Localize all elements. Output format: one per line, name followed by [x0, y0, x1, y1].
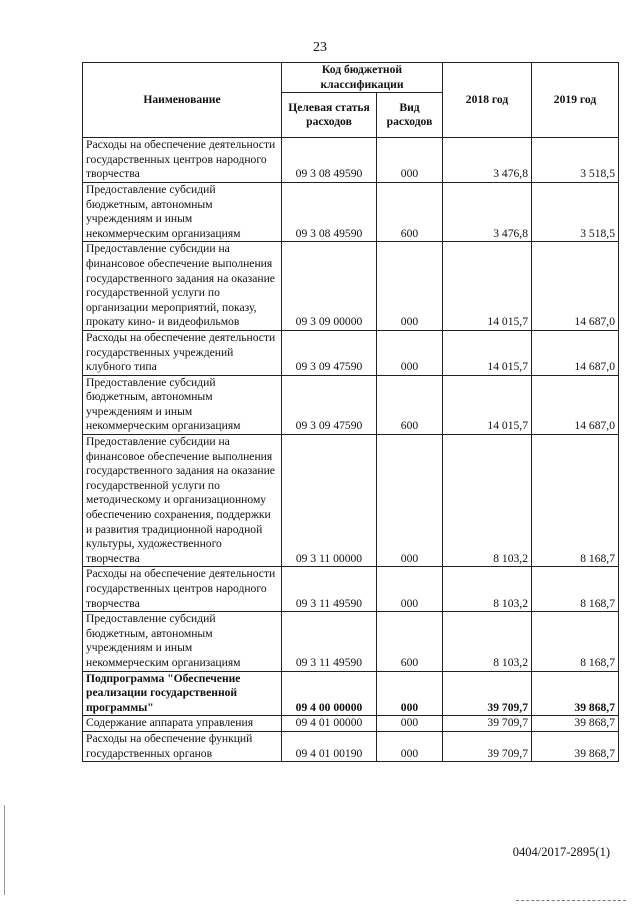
header-expense-type: Вид расходов	[377, 93, 443, 138]
row-value-2018-cell: 39 709,7	[443, 716, 532, 732]
row-target-article-cell: 09 3 11 49590	[282, 612, 377, 671]
row-value-2019-cell: 14 687,0	[532, 375, 619, 434]
row-value-2019-cell: 3 518,5	[532, 138, 619, 183]
scan-margin-line	[4, 805, 5, 895]
row-expense-type-cell: 000	[377, 242, 443, 331]
row-target-article-cell: 09 4 01 00000	[282, 716, 377, 732]
row-expense-type-cell: 600	[377, 375, 443, 434]
row-target-article-cell: 09 3 09 00000	[282, 242, 377, 331]
table-row	[83, 731, 619, 761]
row-value-2018-cell: 8 103,2	[443, 435, 532, 567]
row-value-2018-cell: 39 709,7	[443, 671, 532, 716]
row-target-article-cell: 09 3 08 49590	[282, 138, 377, 183]
header-classification: Код бюджетной классификации	[282, 63, 443, 93]
row-name-cell: Предоставление субсидий бюджетным, автономным учреждениям и иным некоммерческим организациям	[83, 612, 282, 671]
row-name-cell: Расходы на обеспечение деятельности государственных центров народного творчества	[83, 567, 282, 612]
row-name-cell: Предоставление субсидий бюджетным, автономным учреждениям и иным некоммерческим организациям	[83, 375, 282, 434]
row-expense-type-cell: 600	[377, 182, 443, 241]
row-value-2019-cell: 14 687,0	[532, 242, 619, 331]
row-value-2019-cell: 14 687,0	[532, 330, 619, 375]
row-name-cell: Предоставление субсидии на финансовое обеспечение выполнения государственного задания на оказание государственной услуги по организации мероприятий, показу, прокату кино- и видеофильмов	[83, 242, 282, 331]
table-row	[83, 716, 619, 732]
row-expense-type-cell: 000	[377, 567, 443, 612]
row-name-cell: Предоставление субсидии на финансовое обеспечение выполнения государственного задания на оказание государственной услуги по методическому и организационному обеспечению сохранения, поддержки и развития традиционной народной культуры, художественного творчества	[83, 435, 282, 567]
row-value-2019-cell: 39 868,7	[532, 731, 619, 761]
row-target-article-cell: 09 3 11 00000	[282, 435, 377, 567]
table-row	[83, 612, 619, 671]
row-value-2019-cell: 8 168,7	[532, 567, 619, 612]
row-target-article-cell: 09 3 09 47590	[282, 375, 377, 434]
table-body	[83, 138, 619, 762]
row-value-2018-cell: 14 015,7	[443, 375, 532, 434]
row-value-2018-cell: 14 015,7	[443, 242, 532, 331]
row-expense-type-cell: 000	[377, 435, 443, 567]
table-row	[83, 330, 619, 375]
header-row	[83, 63, 619, 93]
row-value-2018-cell: 39 709,7	[443, 731, 532, 761]
row-value-2019-cell: 8 168,7	[532, 612, 619, 671]
page-number: 23	[313, 40, 327, 55]
header-target-article: Целевая статья расходов	[282, 93, 377, 138]
row-target-article-cell: 09 3 11 49590	[282, 567, 377, 612]
row-value-2018-cell: 3 476,8	[443, 138, 532, 183]
row-name-cell: Расходы на обеспечение деятельности государственных центров народного творчества	[83, 138, 282, 183]
row-expense-type-cell: 000	[377, 330, 443, 375]
table-row	[83, 671, 619, 716]
row-name-cell: Подпрограмма "Обеспечение реализации государственной программы"	[83, 671, 282, 716]
row-value-2018-cell: 8 103,2	[443, 612, 532, 671]
row-expense-type-cell: 000	[377, 731, 443, 761]
table-row	[83, 182, 619, 241]
row-name-cell: Расходы на обеспечение функций государственных органов	[83, 731, 282, 761]
row-value-2018-cell: 8 103,2	[443, 567, 532, 612]
header-year-2019: 2019 год	[532, 63, 619, 138]
row-value-2018-cell: 14 015,7	[443, 330, 532, 375]
row-target-article-cell: 09 3 08 49590	[282, 182, 377, 241]
row-target-article-cell: 09 4 01 00190	[282, 731, 377, 761]
table-row	[83, 242, 619, 331]
table-row	[83, 138, 619, 183]
row-expense-type-cell: 600	[377, 612, 443, 671]
row-target-article-cell: 09 4 00 00000	[282, 671, 377, 716]
row-expense-type-cell: 000	[377, 716, 443, 732]
row-value-2019-cell: 39 868,7	[532, 716, 619, 732]
table-row	[83, 435, 619, 567]
row-name-cell: Расходы на обеспечение деятельности государственных учреждений клубного типа	[83, 330, 282, 375]
table-row	[83, 567, 619, 612]
row-value-2019-cell: 8 168,7	[532, 435, 619, 567]
budget-table	[82, 62, 619, 762]
row-expense-type-cell: 000	[377, 138, 443, 183]
header-name: Наименование	[83, 63, 282, 138]
document-code: 0404/2017-2895(1)	[512, 845, 610, 859]
row-target-article-cell: 09 3 09 47590	[282, 330, 377, 375]
header-year-2018: 2018 год	[443, 63, 532, 138]
row-value-2019-cell: 3 518,5	[532, 182, 619, 241]
row-value-2019-cell: 39 868,7	[532, 671, 619, 716]
table-row	[83, 375, 619, 434]
scan-edge-dash	[516, 900, 626, 902]
row-name-cell: Предоставление субсидий бюджетным, автономным учреждениям и иным некоммерческим организациям	[83, 182, 282, 241]
row-expense-type-cell: 000	[377, 671, 443, 716]
row-value-2018-cell: 3 476,8	[443, 182, 532, 241]
row-name-cell: Содержание аппарата управления	[83, 716, 282, 732]
